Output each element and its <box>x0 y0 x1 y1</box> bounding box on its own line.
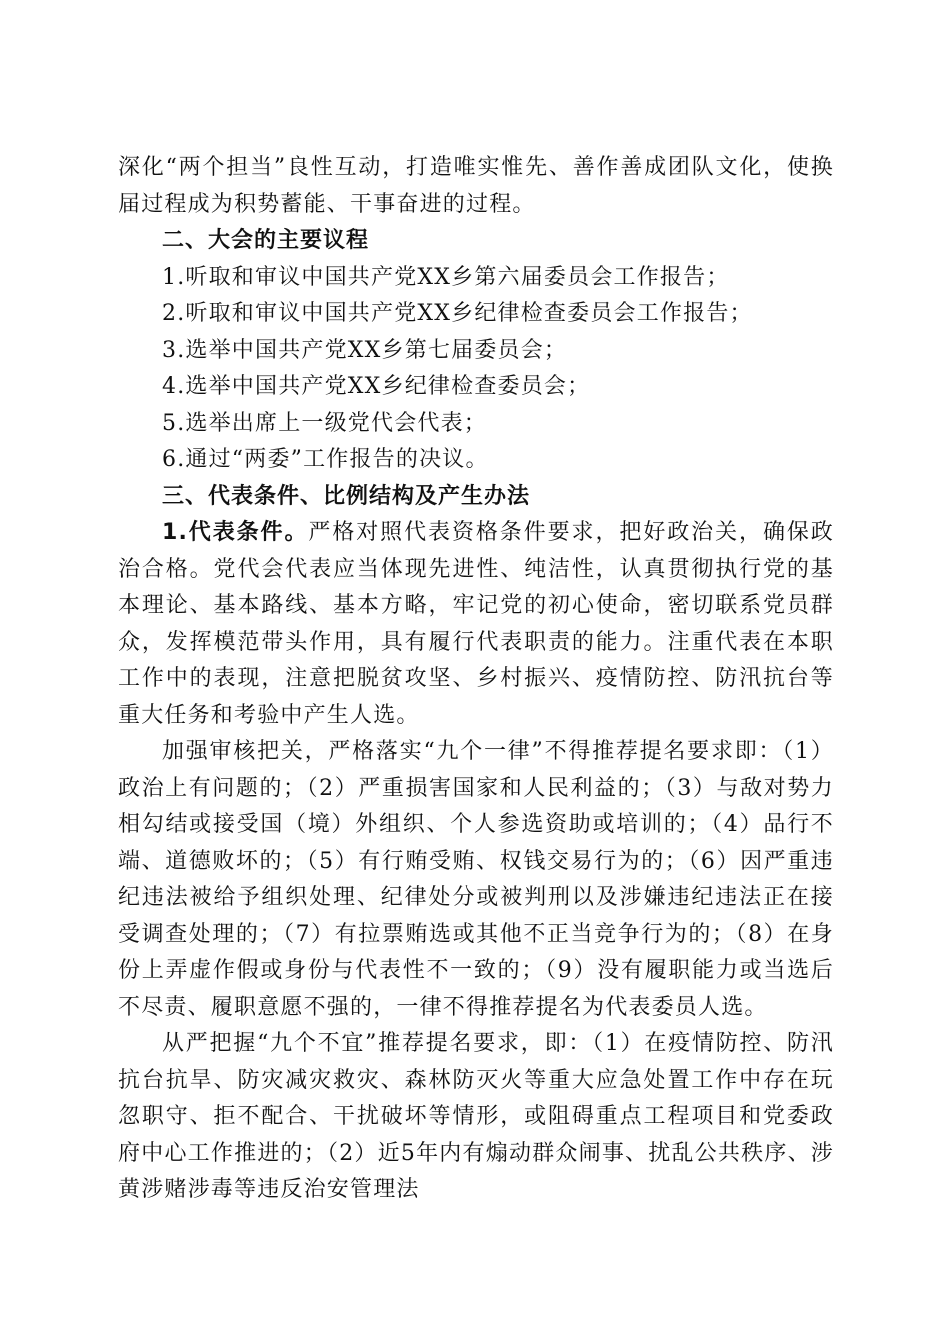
conditions-body: 严格对照代表资格条件要求，把好政治关，确保政治合格。党代会代表应当体现先进性、纯洁性，认真贯彻执行党的基本理论、基本路线、基本方略，牢记党的初心使命，密切联系党员群众，发挥模范带头作用，具有履行代表职责的能力。注重代表在本职工作中的表现，注意把脱贫攻坚、乡村振兴、疫情防控、防汛抗台等重大任务和考验中产生人选。 <box>118 520 834 728</box>
agenda-item-6: 6.通过“两委”工作报告的决议。 <box>162 447 489 472</box>
conditions-paragraph <box>118 515 834 734</box>
agenda-item-3: 3.选举中国共产党XX乡第七届委员会； <box>162 337 568 363</box>
agenda-item-1: 1.听取和审议中国共产党XX乡第六届委员会工作报告； <box>162 264 730 290</box>
section-3-heading: 三、代表条件、比例结构及产生办法 <box>162 483 531 509</box>
nine-prohibitions-paragraph: 加强审核把关，严格落实“九个一律”不得推荐提名要求即：（1）政治上有问题的；（2）严重损害国家和人民利益的；（3）与敌对势力相勾结或接受国（境）外组织、个人参选资助或培训的；（4）品行不端、道德败坏的；（5）有行贿受贿、权钱交易行为的；（6）因严重违纪违法被给予组织处理、纪律处分或被判刑以及涉嫌违纪违法正在接受调查处理的；（7）有拉票贿选或其他不正当竞争行为的；（8）在身份上弄虚作假或身份与代表性不一致的；（9）没有履职能力或当选后不尽责、履职意愿不强的，一律不得推荐提名为代表委员人选。 <box>118 739 834 1020</box>
nine-inadvisable-paragraph: 从严把握“九个不宜”推荐提名要求，即：（1）在疫情防控、防汛抗台抗旱、防灾减灾救灾、森林防灭火等重大应急处置工作中存在玩忽职守、拒不配合、干扰破坏等情形，或阻碍重点工程项目和党委政府中心工作推进的；（2）近5年内有煽动群众闹事、扰乱公共秩序、涉黄涉赌涉毒等违反治安管理法 <box>118 1031 834 1202</box>
agenda-item-5: 5.选举出席上一级党代会代表； <box>162 410 487 436</box>
intro-paragraph-tail: 深化“两个担当”良性互动，打造唯实惟先、善作善成团队文化，使换届过程成为积势蓄能、干事奋进的过程。 <box>118 155 834 217</box>
section-2-heading: 二、大会的主要议程 <box>162 228 370 253</box>
conditions-lead: 1.代表条件。 <box>162 520 309 545</box>
document-body <box>118 150 834 1209</box>
agenda-item-2: 2.听取和审议中国共产党XX乡纪律检查委员会工作报告； <box>162 301 753 326</box>
agenda-item-4: 4.选举中国共产党XX乡纪律检查委员会； <box>162 374 591 399</box>
